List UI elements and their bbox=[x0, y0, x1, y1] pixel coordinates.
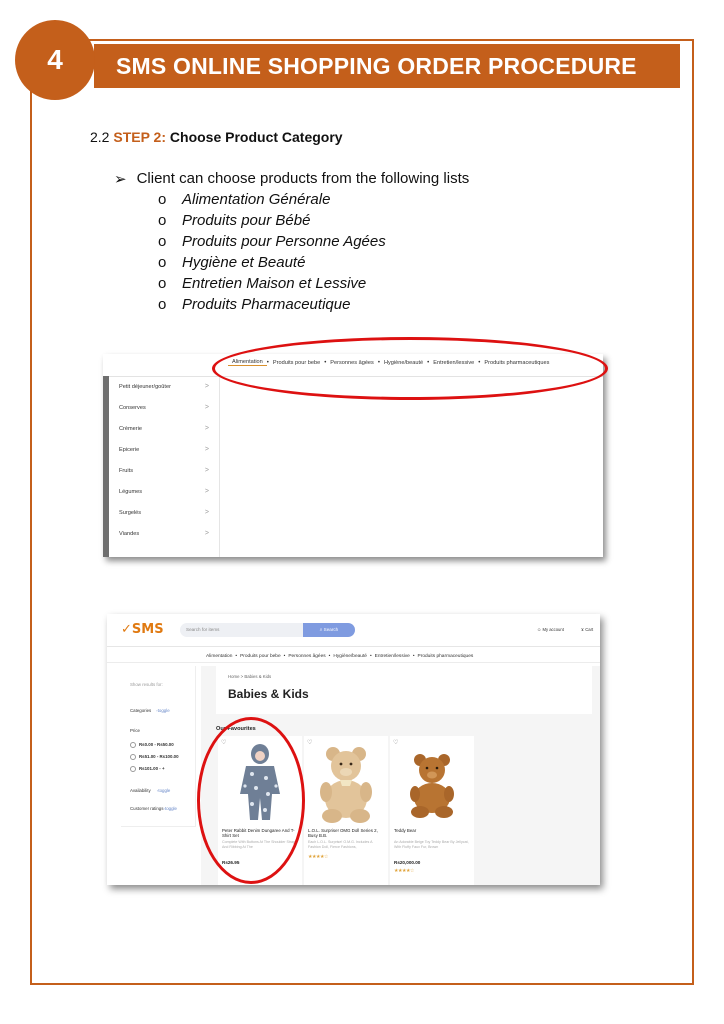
nav-item-personnes-agees[interactable]: Personnes âgées bbox=[288, 654, 326, 659]
menu-item[interactable]: Epicerie > bbox=[119, 446, 209, 453]
product-price: Rs26.95 bbox=[222, 860, 240, 865]
section-number-badge: 4 bbox=[15, 20, 95, 100]
price-option[interactable]: Rs101.00 - + bbox=[130, 766, 165, 772]
price-option[interactable]: Rs0.00 - Rs50.00 bbox=[130, 742, 174, 748]
menu-item[interactable]: Viandes > bbox=[119, 530, 209, 537]
filter-categories[interactable]: Categories ▫toggle bbox=[130, 708, 170, 713]
chevron-right-icon: > bbox=[204, 488, 209, 495]
chevron-right-icon: > bbox=[204, 467, 209, 474]
circle-bullet-icon: o bbox=[158, 233, 167, 250]
radio-icon bbox=[130, 754, 136, 760]
nav-item-personnes-agees[interactable]: Personnes âgées bbox=[330, 359, 374, 366]
cart-icon: ⊻ bbox=[581, 627, 585, 632]
search-button[interactable]: ⌕ Search bbox=[303, 623, 355, 637]
menu-item[interactable]: Crèmerie > bbox=[119, 425, 209, 432]
product-price: Rs20,000.00 bbox=[394, 860, 421, 865]
teddy-bear-image bbox=[396, 742, 468, 824]
product-name[interactable]: L.O.L. Surprise! OMG Doll Series 2, Busy B.B. bbox=[308, 828, 378, 838]
user-icon: ☺ bbox=[537, 627, 542, 632]
section-title: SMS ONLINE SHOPPING ORDER PROCEDURE bbox=[116, 52, 637, 79]
list-item: o Produits pour Bébé bbox=[158, 211, 386, 232]
section-header bbox=[94, 44, 680, 88]
list-item: o Entretien Maison et Lessive bbox=[158, 274, 386, 295]
list-item: o Produits Pharmaceutique bbox=[158, 295, 386, 316]
step-heading bbox=[90, 129, 343, 145]
menu-item[interactable]: Petit déjeuner/goûter > bbox=[119, 383, 209, 390]
nav-item-entretien[interactable]: Entretien/lessive bbox=[374, 654, 410, 659]
list-item: o Alimentation Générale bbox=[158, 190, 386, 211]
circle-bullet-icon: o bbox=[158, 191, 167, 208]
nav-item-alimentation[interactable]: Alimentation bbox=[228, 359, 267, 366]
check-logo-icon: ✓ bbox=[121, 622, 132, 637]
category-nav: Alimentation • Produits pour bebe • Personnes âgées • Hygiène/beauté • Entretien/lessive • Produits pharmaceutiques bbox=[228, 359, 553, 366]
heart-icon[interactable]: ♡ bbox=[307, 740, 313, 746]
image-toggle-icon: ▫ bbox=[156, 708, 158, 713]
circle-bullet-icon: o bbox=[158, 296, 167, 313]
chevron-right-icon: > bbox=[204, 530, 209, 537]
favourites-heading: Our Favourites bbox=[216, 726, 256, 732]
radio-icon bbox=[130, 766, 136, 772]
heart-icon[interactable]: ♡ bbox=[221, 740, 227, 746]
sms-logo[interactable]: ✓SMS bbox=[121, 622, 164, 637]
nav-item-pharmaceutiques[interactable]: Produits pharmaceutiques bbox=[484, 359, 550, 366]
step-label: STEP 2: bbox=[113, 129, 167, 145]
breadcrumb[interactable]: Home > Babies & Kids bbox=[228, 674, 272, 679]
step-title: Choose Product Category bbox=[169, 129, 343, 145]
highlight-ellipse bbox=[212, 337, 608, 400]
show-results-label: Show results for: bbox=[130, 682, 163, 687]
chevron-right-icon: > bbox=[204, 509, 209, 516]
filter-price-label: Price bbox=[130, 728, 141, 733]
product-description: An Adorable Beige Toy Teddy Bear By Jellycat, With Fluffy Faux Fur, Brown bbox=[394, 840, 469, 849]
category-list bbox=[158, 190, 386, 316]
nav-item-hygiene[interactable]: Hygiène/beauté bbox=[383, 359, 424, 366]
nav-item-bebe[interactable]: Produits pour bebe bbox=[240, 654, 281, 659]
list-item: o Hygiène et Beauté bbox=[158, 253, 386, 274]
rating-stars: ★★★★☆ bbox=[394, 868, 414, 874]
product-card[interactable] bbox=[304, 736, 388, 885]
circle-bullet-icon: o bbox=[158, 254, 167, 271]
product-description: Complete With Buttons At The Shoulder Straps And Ribbing At The bbox=[222, 840, 297, 849]
my-account-link[interactable]: ☺ My account bbox=[537, 627, 564, 632]
highlight-ellipse bbox=[197, 717, 305, 884]
image-toggle-icon: ▫ bbox=[156, 788, 159, 793]
page-title: Babies & Kids bbox=[228, 687, 309, 701]
subcategory-menu bbox=[109, 376, 220, 557]
search-input[interactable]: Search for items bbox=[180, 623, 304, 637]
filter-sidebar bbox=[121, 666, 196, 827]
teddy-bear-image bbox=[310, 742, 382, 824]
chevron-right-icon: > bbox=[204, 425, 209, 432]
product-name[interactable]: Peter Rabbit Denim Dungaree And T-Shirt Set bbox=[222, 828, 295, 838]
product-card[interactable] bbox=[390, 736, 474, 885]
chevron-right-icon: > bbox=[204, 446, 209, 453]
menu-item[interactable]: Conserves > bbox=[119, 404, 209, 411]
circle-bullet-icon: o bbox=[158, 275, 167, 292]
product-description: Each L.O.L. Surprise! O.M.G. Includes A Fashion Doll, Fierce Fashions, bbox=[308, 840, 373, 849]
menu-item[interactable]: Surgelés > bbox=[119, 509, 209, 516]
heart-icon[interactable]: ♡ bbox=[393, 740, 399, 746]
nav-item-bebe[interactable]: Produits pour bebe bbox=[272, 359, 321, 366]
category-nav: Alimentation • Produits pour bebe • Personnes âgées • Hygiène/beauté • Entretien/lessive • Produits pharmaceutiques bbox=[206, 654, 474, 659]
arrow-bullet-icon: ➢ bbox=[114, 171, 127, 188]
list-item: o Produits pour Personne Agées bbox=[158, 232, 386, 253]
search-icon: ⌕ bbox=[319, 627, 323, 632]
menu-item[interactable]: Légumes > bbox=[119, 488, 209, 495]
nav-divider bbox=[107, 662, 600, 663]
chevron-right-icon: > bbox=[204, 383, 209, 390]
nav-item-alimentation[interactable]: Alimentation bbox=[206, 654, 233, 659]
menu-item[interactable]: Fruits > bbox=[119, 467, 209, 474]
intro-text: Client can choose products from the following lists bbox=[136, 170, 470, 187]
image-toggle-icon: ▫ bbox=[163, 806, 165, 811]
nav-item-entretien[interactable]: Entretien/lessive bbox=[433, 359, 475, 366]
chevron-right-icon: > bbox=[204, 404, 209, 411]
filter-customer-ratings[interactable]: Customer ratings▫toggle bbox=[130, 806, 177, 811]
nav-item-hygiene[interactable]: Hygiène/beauté bbox=[333, 654, 367, 659]
step-number: 2.2 bbox=[90, 129, 110, 145]
price-option[interactable]: Rs51.00 - Rs100.00 bbox=[130, 754, 179, 760]
filter-availability[interactable]: Availability ▫toggle bbox=[130, 788, 171, 793]
nav-item-pharmaceutiques[interactable]: Produits pharmaceutiques bbox=[417, 654, 474, 659]
product-name[interactable]: Teddy Bear bbox=[394, 828, 417, 833]
radio-icon bbox=[130, 742, 136, 748]
circle-bullet-icon: o bbox=[158, 212, 167, 229]
product-listing-screenshot bbox=[107, 614, 600, 885]
cart-link[interactable]: ⊻ Cart bbox=[581, 627, 594, 632]
intro-line bbox=[114, 170, 469, 188]
rating-stars: ★★★★☆ bbox=[308, 854, 328, 860]
